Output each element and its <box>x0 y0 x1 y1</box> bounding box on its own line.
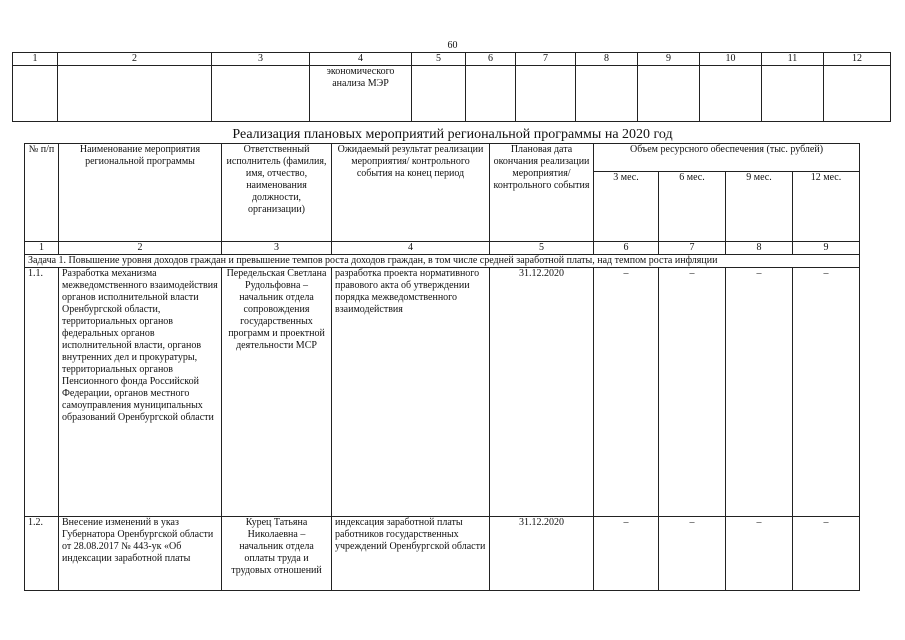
col-num: 4 <box>310 53 412 66</box>
col-num: 8 <box>576 53 638 66</box>
header-m12: 12 мес. <box>793 172 860 242</box>
col-num: 9 <box>638 53 700 66</box>
header-resources: Объем ресурсного обеспечения (тыс. рублей) <box>594 144 860 172</box>
task-text: Задача 1. Повышение уровня доходов граждан и превышение темпов роста доходов граждан, в том числе средней заработной платы, над темпом роста инфляции <box>25 255 860 268</box>
header-m6: 6 мес. <box>659 172 726 242</box>
table-row <box>25 517 860 591</box>
row-date: 31.12.2020 <box>490 517 594 591</box>
col-num: 3 <box>212 53 310 66</box>
col-num: 1 <box>13 53 58 66</box>
row-date: 31.12.2020 <box>490 268 594 517</box>
row-name: Внесение изменений в указ Губернатора Оренбургской области от 28.08.2017 № 443-ук «Об индексации заработной платы <box>59 517 222 591</box>
row-m3: – <box>594 268 659 517</box>
row-name: Разработка механизма межведомственного взаимодействия органов исполнительной власти Оренбургской области, территориальных органов федеральных органов исполнительной власти, органов внутренних дел и прокуратуры, территориальных органов Пенсионного фонда Российской Федерации, органов местного самоуправления муниципальных образований Оренбургской области <box>59 268 222 517</box>
col-num: 5 <box>412 53 466 66</box>
col-num: 8 <box>726 242 793 255</box>
row-m3: – <box>594 517 659 591</box>
col-num: 5 <box>490 242 594 255</box>
row-m6: – <box>659 517 726 591</box>
col-num: 1 <box>25 242 59 255</box>
row-m9: – <box>726 517 793 591</box>
header-m3: 3 мес. <box>594 172 659 242</box>
col-num: 6 <box>594 242 659 255</box>
header-name: Наименование мероприятия региональной программы <box>59 144 222 242</box>
col-num: 9 <box>793 242 860 255</box>
program-table <box>24 143 860 591</box>
continued-cell: экономического анализа МЭР <box>310 66 412 122</box>
row-responsible: Передельская Светлана Рудольфовна – начальник отдела сопровождения государственных программ и проектной деятельности МСР <box>222 268 332 517</box>
header-result: Ожидаемый результат реализации мероприятия/ контрольного события на конец период <box>332 144 490 242</box>
row-responsible: Курец Татьяна Николаевна – начальник отдела оплаты труда и трудовых отношений <box>222 517 332 591</box>
row-m12: – <box>793 268 860 517</box>
row-result: индексация заработной платы работников государственных учреждений Оренбургской области <box>332 517 490 591</box>
col-num: 2 <box>59 242 222 255</box>
row-m12: – <box>793 517 860 591</box>
continued-table <box>12 52 891 122</box>
column-number-row <box>25 242 860 255</box>
row-num: 1.1. <box>25 268 59 517</box>
page-number: 60 <box>447 40 458 51</box>
task-row <box>25 255 860 268</box>
header-responsible: Ответственный исполнитель (фамилия, имя, отчество, наименования должности, организации) <box>222 144 332 242</box>
col-num: 6 <box>466 53 516 66</box>
col-num: 3 <box>222 242 332 255</box>
header-date: Плановая дата окончания реализации мероприятия/ контрольного события <box>490 144 594 242</box>
row-num: 1.2. <box>25 517 59 591</box>
header-m9: 9 мес. <box>726 172 793 242</box>
col-num: 12 <box>824 53 891 66</box>
column-number-row <box>13 53 891 66</box>
col-num: 2 <box>58 53 212 66</box>
col-num: 4 <box>332 242 490 255</box>
header-row <box>25 144 860 172</box>
section-title: Реализация плановых мероприятий региональной программы на 2020 год <box>232 127 673 142</box>
col-num: 7 <box>659 242 726 255</box>
row-m9: – <box>726 268 793 517</box>
col-num: 10 <box>700 53 762 66</box>
header-num: № п/п <box>25 144 59 242</box>
row-m6: – <box>659 268 726 517</box>
continued-row <box>13 66 891 122</box>
col-num: 11 <box>762 53 824 66</box>
row-result: разработка проекта нормативного правового акта об утверждении порядка межведомственного взаимодействия <box>332 268 490 517</box>
table-row <box>25 268 860 517</box>
col-num: 7 <box>516 53 576 66</box>
